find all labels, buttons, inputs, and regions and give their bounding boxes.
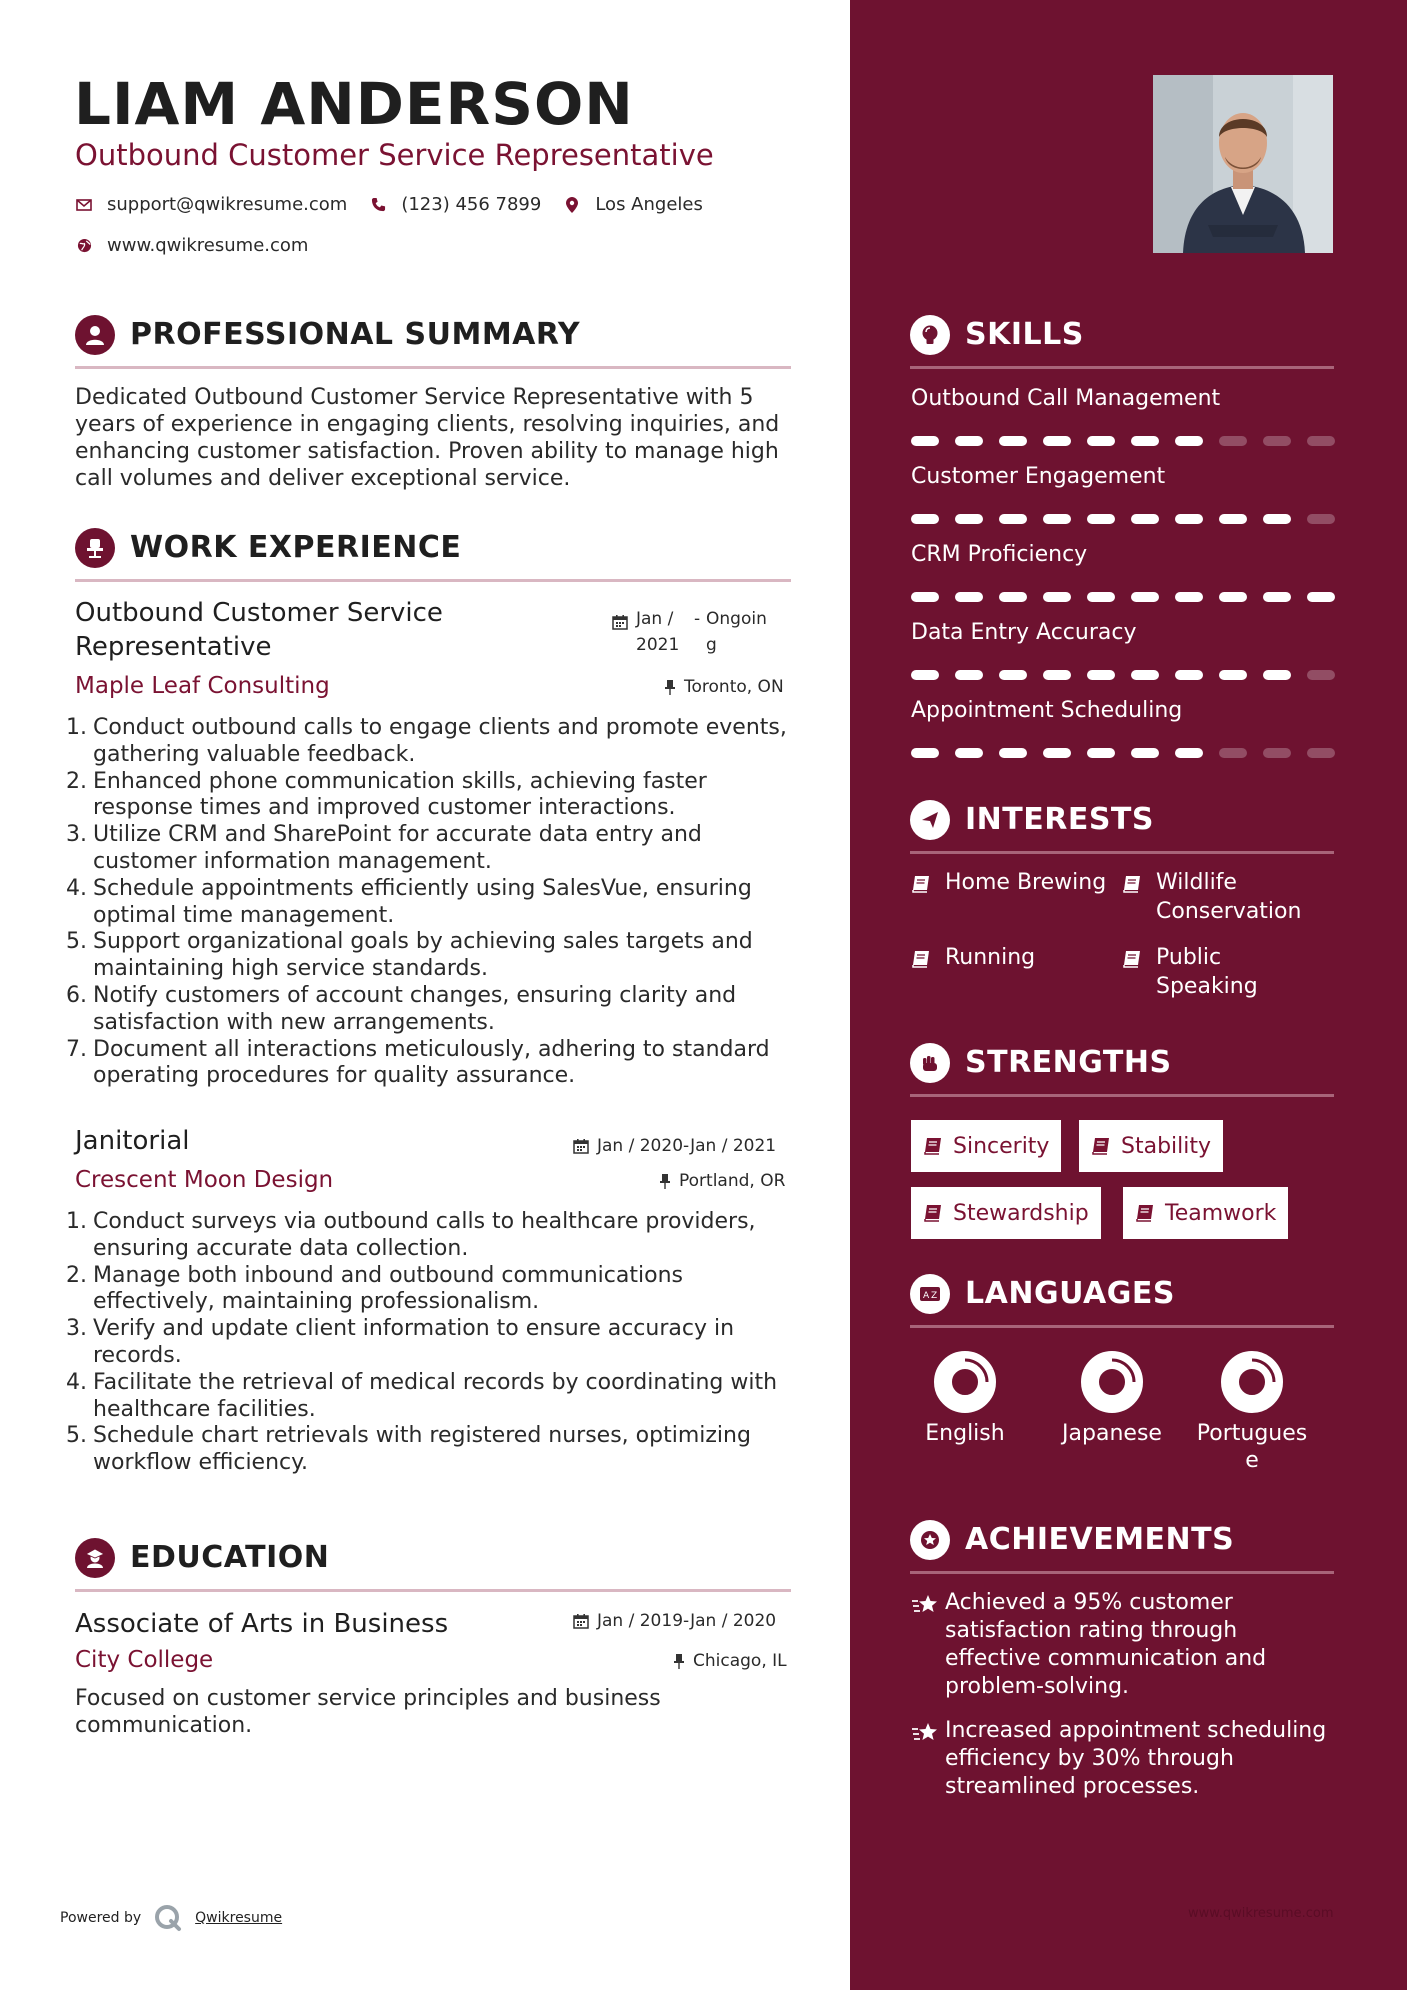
skill-rating-segment: [1043, 670, 1071, 680]
qwikresume-logo-icon: [153, 1903, 183, 1933]
job-2-company: Crescent Moon Design: [75, 1167, 334, 1193]
skill-rating-segment: [955, 592, 983, 602]
list-item: 6. Notify customers of account changes, ensuring clarity and satisfaction with new arrangements.: [66, 982, 737, 1035]
pin-icon: [664, 679, 676, 695]
strength-chip: Stewardship: [911, 1187, 1101, 1239]
experience-heading: WORK EXPERIENCE: [130, 530, 462, 565]
book-icon: [1135, 1204, 1155, 1222]
skill-rating-segment: [1307, 670, 1335, 680]
skill-rating-segment: [1263, 436, 1291, 446]
education-heading: EDUCATION: [130, 1540, 330, 1575]
skill-rating-segment: [1307, 514, 1335, 524]
skill-rating-segment: [1219, 514, 1247, 524]
summary-heading: PROFESSIONAL SUMMARY: [130, 317, 581, 352]
calendar-icon: [573, 1138, 589, 1154]
job-1-duties: [66, 715, 801, 1090]
interest-item: Wildlife Conservation: [1122, 868, 1332, 926]
language-level-ring: [1220, 1350, 1284, 1414]
degree-title: Associate of Arts in Business: [75, 1609, 449, 1639]
interest-item: Public Speaking: [1122, 943, 1252, 1001]
skill-rating-bar: [911, 592, 1335, 602]
skill-rating-segment: [1219, 670, 1247, 680]
skill-rating-segment: [911, 670, 939, 680]
skill-rating-segment: [1087, 592, 1115, 602]
experience-section-header: [75, 528, 791, 582]
languages-heading: LANGUAGES: [965, 1276, 1175, 1311]
skill-rating-segment: [1263, 514, 1291, 524]
strengths-section-header: [910, 1043, 1334, 1097]
strength-chip: Stability: [1079, 1120, 1223, 1172]
phone-icon: [369, 196, 387, 214]
list-item: 2. Enhanced phone communication skills, achieving faster response times and improved customer interactions.: [66, 768, 707, 821]
skill-name: Appointment Scheduling: [911, 698, 1183, 723]
list-item: 4. Schedule appointments efficiently using SalesVue, ensuring optimal time management.: [66, 875, 752, 928]
summary-section-header: [75, 315, 791, 369]
svg-text:Z: Z: [931, 1291, 938, 1301]
skill-rating-segment: [999, 592, 1027, 602]
star-badge-icon: [910, 1520, 950, 1560]
lightbulb-icon: [910, 315, 950, 355]
contact-location: Los Angeles: [563, 194, 703, 215]
job-2-title: Janitorial: [75, 1126, 190, 1156]
pin-icon: [673, 1653, 685, 1669]
strength-chip: Sincerity: [911, 1120, 1061, 1172]
skill-rating-segment: [1307, 748, 1335, 758]
skill-rating-segment: [1087, 436, 1115, 446]
skill-rating-segment: [1043, 436, 1071, 446]
summary-text: Dedicated Outbound Customer Service Representative with 5 years of experience in engaging clients, resolving inquiries, and enhancing customer satisfaction. Proven ability to manage high call volumes and deliver exceptional service.: [75, 385, 780, 491]
achievements-heading: ACHIEVEMENTS: [965, 1522, 1235, 1557]
book-icon: [911, 868, 933, 901]
list-item: 5. Support organizational goals by achieving sales targets and maintaining high service standards.: [66, 929, 753, 982]
skill-rating-bar: [911, 670, 1335, 680]
education-date: Jan / 2019-Jan / 2020: [573, 1611, 776, 1631]
user-icon: [75, 315, 115, 355]
star-icon: [911, 1717, 945, 1801]
powered-by: Powered by Qwikresume: [60, 1903, 282, 1933]
job-2-duties: [66, 1209, 801, 1477]
education-section-header: [75, 1538, 791, 1592]
book-icon: [923, 1137, 943, 1155]
job-1-location: Toronto, ON: [664, 677, 784, 697]
skills-heading: SKILLS: [965, 317, 1084, 352]
office-chair-icon: [75, 528, 115, 568]
skill-rating-segment: [1307, 436, 1335, 446]
skill-rating-segment: [955, 670, 983, 680]
footer-url[interactable]: www.qwikresume.com: [1188, 1906, 1334, 1921]
skill-rating-segment: [955, 748, 983, 758]
skill-rating-segment: [999, 514, 1027, 524]
education-text: Focused on customer service principles and business communication.: [75, 1686, 661, 1738]
language-level-ring: [933, 1350, 997, 1414]
skill-rating-segment: [1043, 514, 1071, 524]
job-2-location: Portland, OR: [659, 1171, 785, 1191]
contact-email[interactable]: support@qwikresume.com: [75, 194, 347, 215]
skill-rating-segment: [1175, 670, 1203, 680]
map-pin-icon: [563, 196, 581, 214]
achievements-section-header: [910, 1520, 1334, 1574]
interest-item: Home Brewing: [911, 868, 1111, 901]
fist-icon: [910, 1043, 950, 1083]
contact-row: [75, 194, 725, 215]
list-item: 2. Manage both inbound and outbound communications effectively, maintaining professionalism.: [66, 1262, 683, 1315]
school-name: City College: [75, 1647, 214, 1673]
job-1-date: Jan / 2021 - Ongoing: [612, 606, 774, 658]
paper-plane-icon: [910, 800, 950, 840]
profile-photo: [1153, 75, 1333, 253]
star-icon: [911, 1589, 945, 1701]
skill-rating-segment: [955, 514, 983, 524]
achievement-item: Increased appointment scheduling efficiency by 30% through streamlined processes.: [911, 1717, 1331, 1801]
skill-rating-segment: [911, 748, 939, 758]
skill-rating-segment: [1307, 592, 1335, 602]
skill-name: Customer Engagement: [911, 464, 1166, 489]
job-1-company: Maple Leaf Consulting: [75, 673, 330, 699]
skill-rating-segment: [1087, 670, 1115, 680]
job-1-title: Outbound Customer Service Representative: [75, 598, 443, 662]
skill-rating-segment: [999, 748, 1027, 758]
interest-item: Running: [911, 943, 1111, 976]
book-icon: [911, 943, 933, 976]
skills-section-header: [910, 315, 1334, 369]
skill-rating-segment: [1219, 436, 1247, 446]
calendar-icon: [612, 614, 628, 630]
strengths-heading: STRENGTHS: [965, 1045, 1172, 1080]
skill-rating-segment: [1263, 592, 1291, 602]
skill-rating-segment: [911, 592, 939, 602]
skill-rating-segment: [1131, 436, 1159, 446]
strength-chip: Teamwork: [1123, 1187, 1288, 1239]
job-2-date: Jan / 2020-Jan / 2021: [573, 1136, 776, 1156]
skill-rating-segment: [1131, 592, 1159, 602]
education-location: Chicago, IL: [673, 1651, 787, 1671]
book-icon: [1091, 1137, 1111, 1155]
calendar-icon: [573, 1613, 589, 1629]
candidate-name: LIAM ANDERSON: [74, 70, 634, 138]
skill-rating-segment: [1263, 670, 1291, 680]
achievement-item: Achieved a 95% customer satisfaction rating through effective communication and problem-solving.: [911, 1589, 1331, 1701]
skill-rating-segment: [999, 436, 1027, 446]
skill-rating-segment: [1175, 514, 1203, 524]
language-level-ring: [1080, 1350, 1144, 1414]
list-item: 3. Utilize CRM and SharePoint for accurate data entry and customer information management.: [66, 822, 702, 874]
language-icon: [910, 1274, 950, 1314]
book-icon: [1122, 943, 1144, 1001]
skill-rating-segment: [955, 436, 983, 446]
skill-rating-segment: [1087, 748, 1115, 758]
candidate-title: Outbound Customer Service Representative: [75, 138, 714, 172]
skill-rating-segment: [1131, 670, 1159, 680]
skill-rating-bar: [911, 748, 1335, 758]
language-item: Japanese: [1052, 1350, 1172, 1447]
skill-rating-segment: [1263, 748, 1291, 758]
skill-rating-bar: [911, 436, 1335, 446]
interests-heading: INTERESTS: [965, 802, 1154, 837]
skill-rating-bar: [911, 514, 1335, 524]
skill-rating-segment: [1219, 748, 1247, 758]
list-item: 1. Conduct surveys via outbound calls to healthcare providers, ensuring accurate data collection.: [66, 1209, 756, 1261]
skill-rating-segment: [1175, 436, 1203, 446]
skill-rating-segment: [1131, 514, 1159, 524]
languages-section-header: [910, 1274, 1334, 1328]
skill-name: CRM Proficiency: [911, 542, 1088, 567]
skill-rating-segment: [911, 436, 939, 446]
book-icon: [1122, 868, 1144, 926]
interests-section-header: [910, 800, 1334, 854]
pin-icon: [659, 1173, 671, 1189]
skill-name: Outbound Call Management: [911, 386, 1221, 411]
contact-phone[interactable]: (123) 456 7899: [369, 194, 541, 215]
book-icon: [923, 1204, 943, 1222]
skill-name: Data Entry Accuracy: [911, 620, 1137, 645]
globe-icon: [75, 237, 93, 255]
skill-rating-segment: [999, 670, 1027, 680]
list-item: 3. Verify and update client information to ensure accuracy in records.: [66, 1316, 735, 1368]
svg-text:A: A: [923, 1291, 930, 1301]
list-item: 4. Facilitate the retrieval of medical records by coordinating with healthcare facilities.: [66, 1369, 778, 1422]
skill-rating-segment: [1087, 514, 1115, 524]
envelope-icon: [75, 196, 93, 214]
skill-rating-segment: [1043, 748, 1071, 758]
skill-rating-segment: [1175, 748, 1203, 758]
skill-rating-segment: [1043, 592, 1071, 602]
contact-website[interactable]: www.qwikresume.com: [75, 235, 308, 256]
language-item: English: [905, 1350, 1025, 1447]
skill-rating-segment: [1175, 592, 1203, 602]
skill-rating-segment: [911, 514, 939, 524]
qwikresume-link[interactable]: Qwikresume: [195, 1910, 283, 1926]
list-item: 1. Conduct outbound calls to engage clients and promote events, gathering valuable feedback.: [66, 715, 787, 767]
language-item: Portuguese: [1192, 1350, 1312, 1474]
skill-rating-segment: [1131, 748, 1159, 758]
skill-rating-segment: [1219, 592, 1247, 602]
list-item: 7. Document all interactions meticulously, adhering to standard operating procedures for quality assurance.: [66, 1036, 770, 1089]
list-item: 5. Schedule chart retrievals with registered nurses, optimizing workflow efficiency.: [66, 1423, 751, 1476]
graduation-icon: [75, 1538, 115, 1578]
